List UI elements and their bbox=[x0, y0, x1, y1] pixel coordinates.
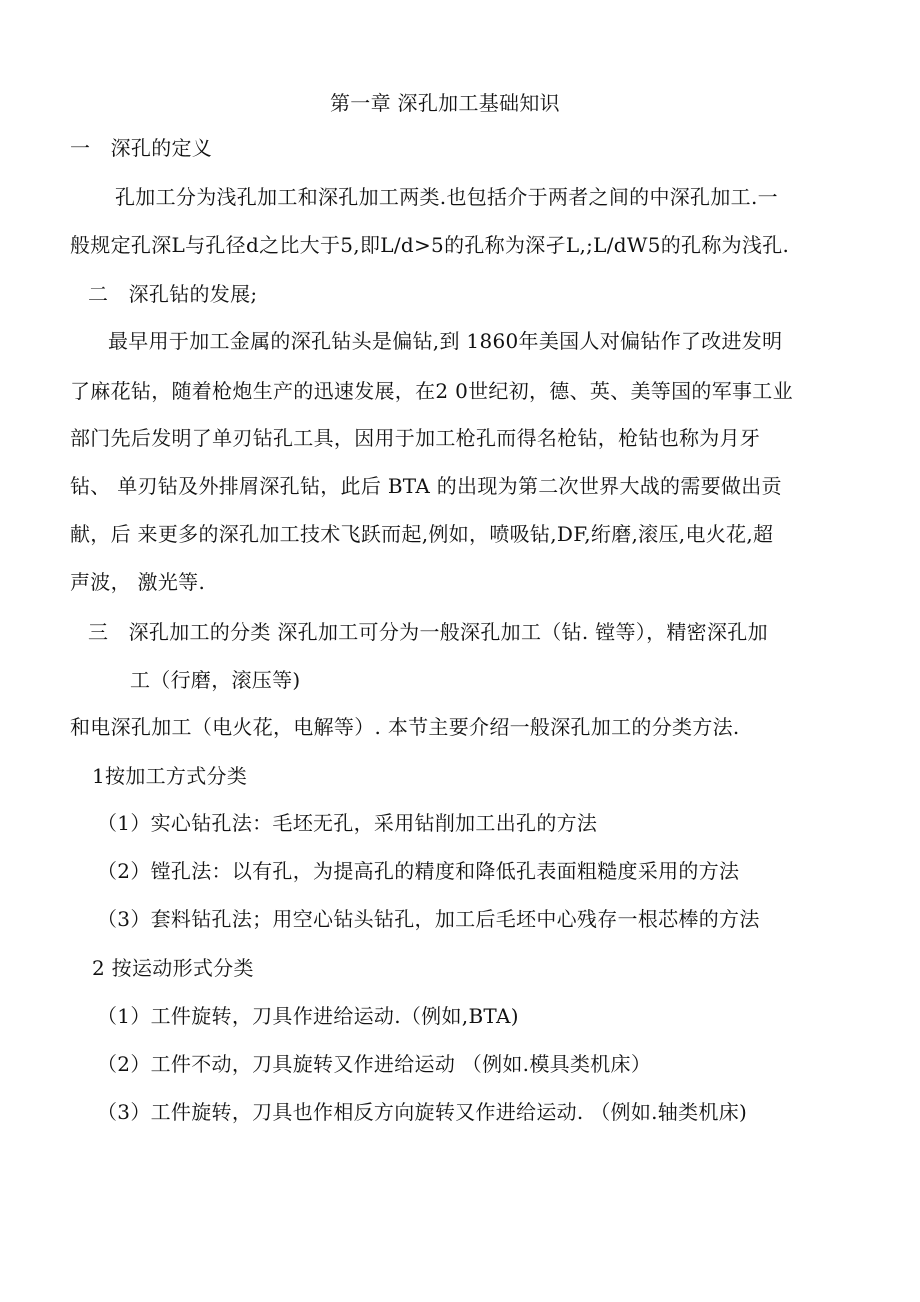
list-item: （3）工件旋转，刀具也作相反方向旋转又作进给运动. （例如.轴类机床) bbox=[97, 1100, 748, 1124]
list-item: （1）工件旋转，刀具作进给运动.（例如,BTA) bbox=[97, 1004, 519, 1028]
paragraph-line: 和电深孔加工（电火花，电解等）. 本节主要介绍一般深孔加工的分类方法. bbox=[70, 715, 740, 739]
paragraph-line: 钻、 单刃钻及外排屑深孔钻，此后 BTA 的出现为第二次世界大战的需要做出贡 bbox=[70, 474, 782, 498]
paragraph-line: 最早用于加工金属的深孔钻头是偏钻,到 1860年美国人对偏钻作了改进发明 bbox=[108, 329, 783, 353]
section-heading-definition: 一 深孔的定义 bbox=[70, 136, 213, 160]
paragraph-line: 了麻花钻，随着枪炮生产的迅速发展，在2 0世纪初，德、英、美等国的军事工业 bbox=[70, 379, 793, 403]
subsection-heading: 2 按运动形式分类 bbox=[92, 956, 254, 980]
paragraph-line: 声波， 激光等. bbox=[70, 570, 206, 594]
list-item: （2）镗孔法：以有孔，为提高孔的精度和降低孔表面粗糙度采用的方法 bbox=[97, 859, 740, 883]
list-item: （1）实心钻孔法：毛坯无孔，采用钻削加工出孔的方法 bbox=[97, 811, 598, 835]
list-item: （2）工件不动，刀具旋转又作进给运动 （例如.模具类机床） bbox=[97, 1052, 652, 1076]
section-heading-continuation: 工（行磨，滚压等) bbox=[130, 668, 301, 692]
paragraph-line: 孔加工分为浅孔加工和深孔加工两类.也包括介于两者之间的中深孔加工.一 bbox=[115, 185, 778, 209]
list-item: （3）套料钻孔法；用空心钻头钻孔，加工后毛坯中心残存一根芯棒的方法 bbox=[97, 907, 760, 931]
chapter-title: 第一章 深孔加工基础知识 bbox=[330, 91, 560, 115]
subsection-heading: 1按加工方式分类 bbox=[92, 764, 248, 788]
paragraph-line: 般规定孔深L与孔径d之比大于5,即L/d>5的孔称为深孑L,;L/dW5的孔称为浅孔. bbox=[70, 233, 790, 257]
section-heading-development: 二 深孔钻的发展; bbox=[88, 282, 258, 306]
paragraph-line: 部门先后发明了单刃钻孔工具，因用于加工枪孔而得名枪钻，枪钻也称为月牙 bbox=[70, 426, 761, 450]
paragraph-line: 献，后 来更多的深孔加工技术飞跃而起,例如，喷吸钻,DF,绗磨,滚压,电火花,超 bbox=[70, 522, 774, 546]
section-heading-classification: 三 深孔加工的分类 深孔加工可分为一般深孔加工（钻. 镗等），精密深孔加 bbox=[88, 620, 768, 644]
